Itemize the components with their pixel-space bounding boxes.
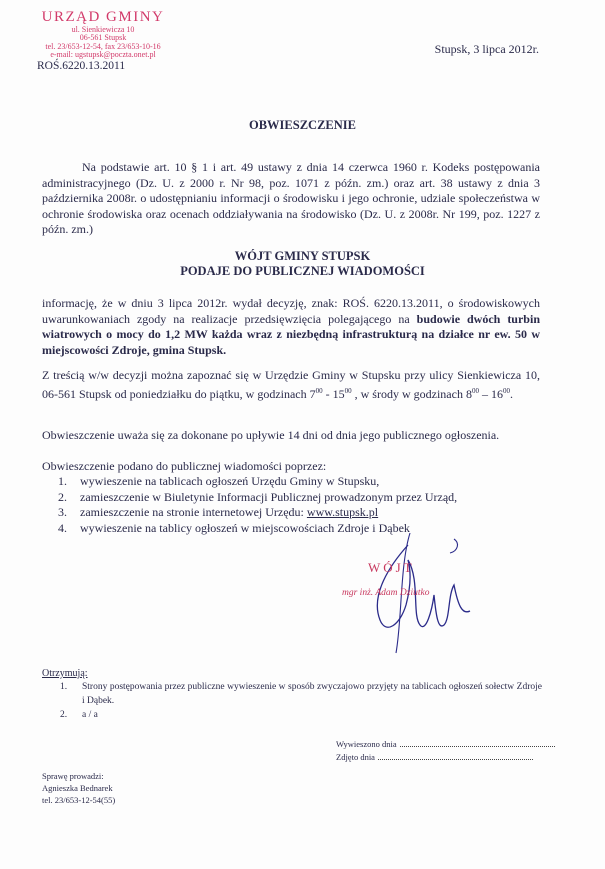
- stamp-postal: 06-561 Stupsk: [79, 33, 127, 43]
- stamp-office-name: URZĄD GMINY: [41, 9, 165, 25]
- list-item: [60, 681, 542, 708]
- list-item-text: a / a: [82, 710, 98, 720]
- decision-text: informację, że w dniu 3 lipca 2012r. wydał decyzję, znak: ROŚ. 6220.13.2011, o środowiskowych uwarunkowaniach zgody na realizacje przedsięwzięcia polegającego na: [42, 296, 540, 326]
- case-handler-name: Agnieszka Bednarek: [42, 783, 113, 793]
- hour-sup-4: 00: [502, 386, 510, 395]
- hour-sup-3: 00: [471, 386, 479, 395]
- decision-subject: budowie dwóch turbin wiatrowych o mocy do 1,2 MW każda wraz z niezbędną infrastrukturą na działce nr ew. 50 w miejscowości Zdroje, gmina Stupsk.: [42, 311, 540, 357]
- list-item-number: 1.: [60, 682, 68, 692]
- office-stamp: [28, 10, 178, 59]
- announcement-heading: [0, 249, 605, 279]
- list-item-number: 4.: [58, 520, 67, 535]
- hours-mid-2: , w środy w godzinach 8: [351, 386, 472, 401]
- recipients-label: Otrzymują:: [42, 668, 88, 679]
- website-link[interactable]: www.stupsk.pl: [306, 505, 379, 519]
- validity-paragraph: Obwieszczenie uważa się za dokonane po upływie 14 dni od dnia jego publicznego ogłoszenia.: [42, 428, 500, 442]
- case-handler-phone: tel. 23/653-12-54(55): [42, 795, 116, 805]
- list-item-number: 1.: [58, 474, 67, 488]
- hours-mid-1: - 15: [322, 386, 345, 401]
- case-handler-label: Sprawę prowadzi:: [42, 771, 104, 781]
- list-item: [58, 490, 538, 506]
- list-item-text: zamieszczenie w Biuletynie Informacji Publicznej prowadzonym przez Urząd,: [80, 489, 458, 504]
- list-item-text: zamieszczenie na stronie internetowej Urzędu:: [80, 505, 307, 519]
- list-item-number: 3.: [58, 505, 67, 519]
- removed-date-blank: [378, 759, 533, 760]
- list-item-text: wywieszenie na tablicy ogłoszeń w miejscowościach Zdroje i Dąbek: [80, 520, 410, 535]
- list-item: [58, 474, 538, 490]
- signature-stamp-title: WÓJT: [368, 560, 415, 575]
- document-title: OBWIESZCZENIE: [249, 118, 356, 132]
- reference-number: ROŚ.6220.13.2011: [37, 60, 126, 72]
- removed-label: Zdjęto dnia: [336, 752, 375, 762]
- case-handler: [42, 770, 115, 806]
- publication-intro: Obwieszczenie podano do publicznej wiadomości poprzez:: [42, 459, 327, 473]
- recipients-list: [60, 681, 542, 724]
- list-item: [60, 709, 542, 723]
- posting-record: [336, 738, 555, 764]
- posted-date-blank: [400, 746, 555, 747]
- stamp-email: e-mail: ugstupsk@poczta.onet.pl: [50, 49, 156, 59]
- hour-sup-1: 00: [315, 386, 323, 395]
- list-item-number: 2.: [58, 489, 67, 504]
- document-date: Stupsk, 3 lipca 2012r.: [434, 42, 539, 56]
- hours-end: .: [509, 386, 513, 401]
- decision-paragraph: [42, 296, 540, 358]
- list-item-text: Strony postępowania przez publiczne wywieszenie w sposób zwyczajowo przyjęty na tablicach ogłoszeń sołectw Zdroje i Dąbek.: [82, 682, 542, 706]
- hours-mid-3: – 16: [478, 386, 503, 401]
- list-item: [58, 505, 538, 521]
- posted-label: Wywieszono dnia: [336, 739, 397, 749]
- signature-stamp-name: mgr inż. Adam Dziutko: [342, 588, 430, 598]
- legal-basis-paragraph: Na podstawie art. 10 § 1 i art. 49 ustawy z dnia 14 czerwca 1960 r. Kodeks postępowania administracyjnego (Dz. U. z 2000 r. Nr 98, poz. 1071 z późn. zm.) oraz art. 38 ustawy z dnia 3 października 2008r. o udostępnianiu informacji o środowisku i jego ochronie, udziale społeczeństwa w ochronie środowiska oraz ocenach oddziaływania na środowisko (Dz. U. z 2008r. Nr 199, poz. 1227 z późn. zm.): [42, 160, 540, 236]
- heading-line-2: PODAJE DO PUBLICZNEJ WIADOMOŚCI: [180, 264, 425, 278]
- list-item-number: 2.: [60, 710, 68, 720]
- list-item-text: wywieszenie na tablicach ogłoszeń Urzędu Gminy w Stupsku,: [80, 474, 380, 488]
- heading-line-1: WÓJT GMINY STUPSK: [234, 249, 371, 263]
- stamp-street: ul. Sienkiewicza 10: [71, 24, 135, 34]
- hour-sup-2: 00: [344, 386, 352, 395]
- stamp-phone: tel. 23/653-12-54, fax 23/653-10-16: [45, 41, 161, 51]
- office-hours-paragraph: [42, 368, 540, 402]
- office-hours-text: Z treścią w/w decyzji można zapoznać się w Urzędzie Gminy w Stupsku przy ulicy Sienkiewicza 10, 06-561 Stupsk od poniedziałku do piątku, w godzinach 7: [42, 368, 540, 401]
